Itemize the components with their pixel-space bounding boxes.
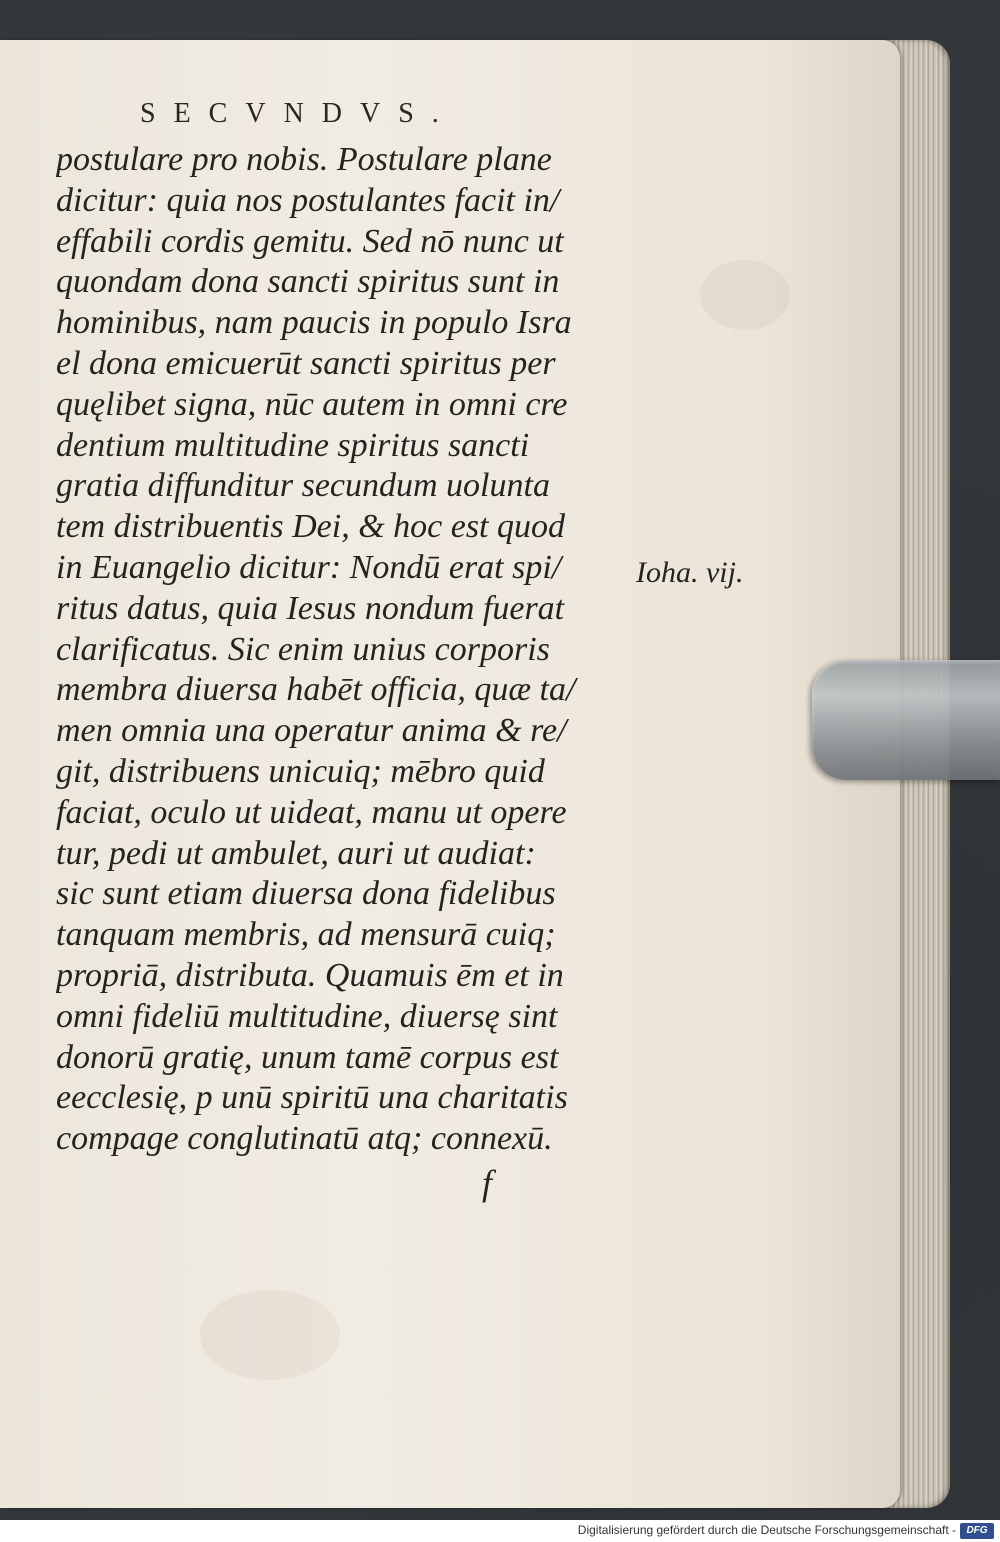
footer-credit: Digitalisierung gefördert durch die Deutsche Forschungsgemeinschaft - xyxy=(577,1523,956,1537)
text-line: dentium multitudine spiritus sancti xyxy=(56,426,530,464)
text-line: quondam dona sancti spiritus sunt in xyxy=(56,263,560,301)
book-page-block xyxy=(0,40,950,1508)
text-line: ritus datus, quia Iesus nondum fuerat xyxy=(56,589,565,627)
running-head: SECVNDVS. xyxy=(140,98,457,129)
text-line: quęlibet signa, nūc autem in omni cre xyxy=(56,385,568,423)
text-line: tanquam membris, ad mensurā cuiq; xyxy=(56,916,556,954)
text-line: propriā, distributa. Quamuis ēm et in xyxy=(56,956,564,994)
footer-bar xyxy=(0,1520,1000,1542)
text-line: gratia diffunditur secundum uolunta xyxy=(56,467,550,505)
text-line: el dona emicuerūt sancti spiritus per xyxy=(56,344,556,382)
text-line: git, distribuens unicuiq; mēbro quid xyxy=(56,752,545,790)
paper-stain xyxy=(700,260,790,330)
text-line: clarificatus. Sic enim unius corporis xyxy=(56,630,550,668)
text-line: omni fideliū multitudine, diuersę sint xyxy=(56,997,558,1035)
text-line: tur, pedi ut ambulet, auri ut audiat: xyxy=(56,834,536,872)
text-line: tem distribuentis Dei, & hoc est quod xyxy=(56,508,566,546)
text-line: donorū gratię, unum tamē corpus est xyxy=(56,1038,559,1076)
text-line: faciat, oculo ut uideat, manu ut opere xyxy=(56,793,567,831)
paper-stain xyxy=(200,1290,340,1380)
text-line: postulare pro nobis. Postulare plane xyxy=(56,141,552,178)
body-text xyxy=(56,140,656,1160)
text-line: effabili cordis gemitu. Sed nō nunc ut xyxy=(56,222,564,260)
text-line: dicitur: quia nos postulantes facit in/ xyxy=(56,181,560,219)
text-line: men omnia una operatur anima & re/ xyxy=(56,712,567,750)
text-line: membra diuersa habēt officia, quæ ta/ xyxy=(56,671,576,709)
marginal-note: Ioha. vij. xyxy=(636,556,744,589)
dfg-logo-text: DFG xyxy=(966,1525,988,1536)
signature-mark: f xyxy=(482,1163,493,1203)
text-line: eecclesię, p unū spiritū una charitatis xyxy=(56,1079,568,1117)
dfg-logo xyxy=(960,1523,994,1539)
page-clip xyxy=(812,660,1000,780)
text-line: compage conglutinatū atq; connexū. xyxy=(56,1120,553,1158)
text-line: sic sunt etiam diuersa dona fidelibus xyxy=(56,875,556,913)
text-line: hominibus, nam paucis in populo Isra xyxy=(56,304,572,342)
text-line: in Euangelio dicitur: Nondū erat spi/ xyxy=(56,548,562,586)
page-sheet xyxy=(0,40,900,1508)
